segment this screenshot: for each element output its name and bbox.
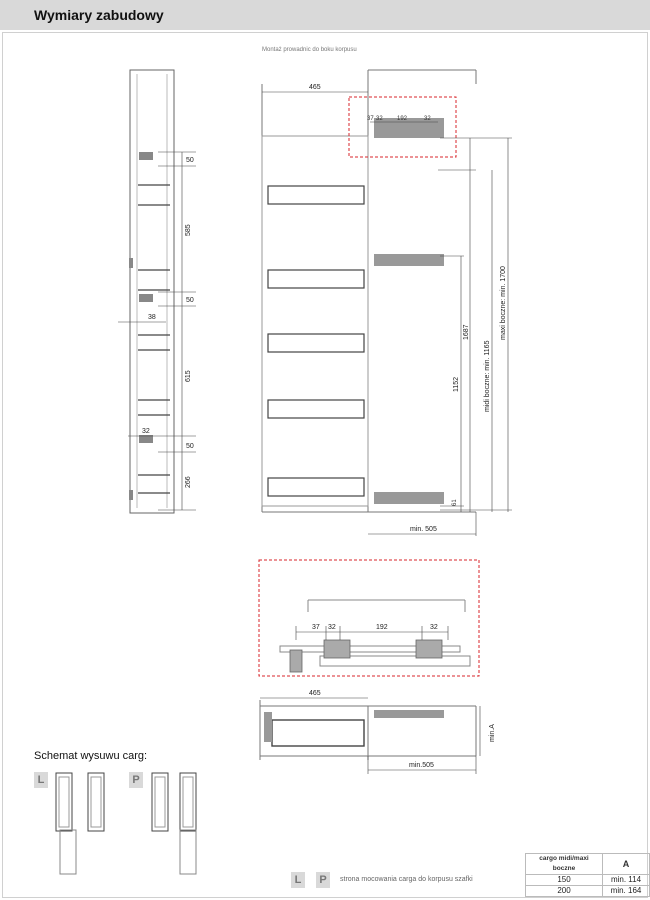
table-cell-min: min. 114 — [603, 875, 650, 886]
table-cell-value: 200 — [526, 886, 603, 897]
front-dim-midi: midi boczne: min. 1165 — [484, 340, 491, 412]
schema-left-cabinet-a — [56, 773, 72, 831]
side-dim-615: 615 — [185, 370, 192, 382]
front-dim-lines — [262, 92, 512, 536]
front-dim-min505: min. 505 — [410, 526, 437, 533]
page-title: Wymiary zabudowy — [34, 7, 164, 23]
table-header-row — [526, 854, 650, 875]
side-dim-38: 38 — [148, 314, 156, 321]
front-runners — [374, 118, 444, 504]
front-dim-61: 61 — [452, 499, 458, 506]
front-view — [262, 70, 512, 536]
side-dim-50-b: 50 — [186, 297, 194, 304]
front-shelves — [268, 186, 364, 496]
side-dim-266: 266 — [185, 476, 192, 488]
detail-dim-32-a: 32 — [328, 624, 336, 631]
side-runners — [129, 152, 153, 500]
table-row — [526, 875, 650, 886]
side-dim-32: 32 — [142, 428, 150, 435]
footer-badge-l: L — [291, 872, 305, 888]
detail-view — [259, 560, 479, 676]
side-view — [118, 70, 196, 513]
side-dim-585: 585 — [185, 224, 192, 236]
schema-left-cabinet-b — [88, 773, 104, 831]
front-cargo-frame — [262, 136, 368, 506]
top-note: Montaż prowadnic do boku korpusu — [262, 47, 357, 53]
detail-dim-192: 192 — [376, 624, 388, 631]
detail-dim-32-b: 32 — [430, 624, 438, 631]
bottom-view — [260, 698, 480, 774]
schema-right-cabinet-b — [180, 773, 196, 831]
schema-badge-l: L — [34, 772, 48, 788]
bottom-runners — [264, 710, 444, 742]
bottom-dim-min505: min.505 — [409, 762, 434, 769]
front-dim-192: 192 — [397, 116, 408, 122]
table-header-right: A — [603, 854, 650, 875]
dimensions-table — [525, 853, 650, 897]
footer-badge-p: P — [316, 872, 330, 888]
detail-dim-37: 37 — [312, 624, 320, 631]
front-dim-1687: 1687 — [463, 324, 470, 340]
front-dim-1152: 1152 — [453, 376, 460, 392]
table-cell-value: 150 — [526, 875, 603, 886]
bottom-shelf — [272, 720, 364, 746]
schema-right-cabinet-a — [152, 773, 168, 831]
bottom-dim-minA: min.A — [489, 724, 496, 742]
table-header-left: cargo midi/maxi boczne — [526, 854, 603, 875]
front-dim-32-a: 32 — [376, 116, 383, 122]
front-dim-465: 465 — [309, 84, 321, 91]
side-shelves — [138, 185, 170, 493]
table-row — [526, 886, 650, 897]
table-cell-min: min. 164 — [603, 886, 650, 897]
front-dim-maxi: maxi boczne: min. 1700 — [500, 266, 507, 340]
footer-note: strona mocowania carga do korpusu szafki — [340, 876, 473, 883]
schema-icons — [56, 773, 196, 874]
bottom-dim-465: 465 — [309, 690, 321, 697]
side-dim-50-a: 50 — [186, 157, 194, 164]
schema-badge-p: P — [129, 772, 143, 788]
side-dim-50-c: 50 — [186, 443, 194, 450]
schema-title: Schemat wysuwu carg: — [34, 750, 148, 762]
front-dim-37: 37 — [367, 116, 374, 122]
front-dim-32-b: 32 — [424, 116, 431, 122]
